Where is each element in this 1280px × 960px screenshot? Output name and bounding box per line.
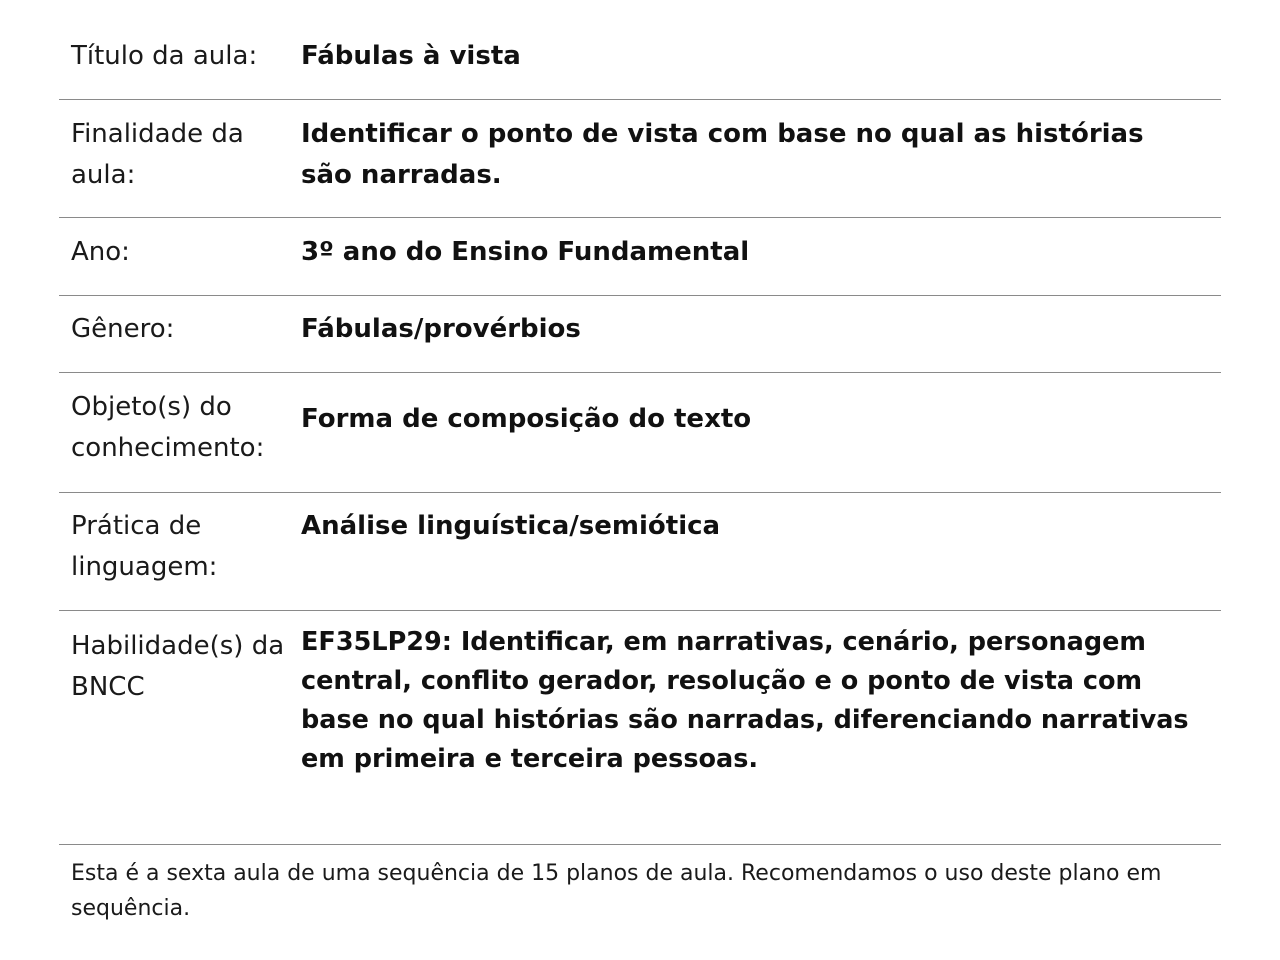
- sequence-note: Esta é a sexta aula de uma sequência de 15 planos de aula. Recomendamos o uso deste plano em sequência.: [71, 861, 1162, 921]
- row-genre: [59, 296, 1221, 373]
- lesson-plan-table: [59, 0, 1221, 926]
- language-practice-value: Análise linguística/semiótica: [301, 511, 721, 541]
- lesson-purpose-label: Finalidade da aula:: [71, 119, 244, 190]
- school-year-label: Ano:: [71, 237, 130, 267]
- row-lesson-title: [59, 0, 1221, 100]
- row-lesson-purpose: [59, 100, 1221, 218]
- row-language-practice: [59, 493, 1221, 611]
- row-school-year: [59, 218, 1221, 296]
- school-year-value: 3º ano do Ensino Fundamental: [301, 237, 750, 267]
- row-knowledge-objects: [59, 373, 1221, 493]
- bncc-skills-label: Habilidade(s) da BNCC: [71, 631, 285, 702]
- knowledge-objects-value: Forma de composição do texto: [301, 404, 752, 434]
- knowledge-objects-label: Objeto(s) do conhecimento:: [71, 392, 265, 463]
- lesson-purpose-value: Identificar o ponto de vista com base no qual as histórias são narradas.: [301, 119, 1144, 190]
- row-bncc-skills: [59, 611, 1221, 845]
- lesson-title-label: Título da aula:: [71, 41, 258, 71]
- genre-value: Fábulas/provérbios: [301, 314, 581, 344]
- genre-label: Gênero:: [71, 314, 175, 344]
- language-practice-label: Prática de linguagem:: [71, 511, 218, 582]
- bncc-skills-value: EF35LP29: Identificar, em narrativas, cenário, personagem central, conflito gerador, resolução e o ponto de vista com base no qual histórias são narradas, diferenciando narrativas em primeira e terceira pessoas.: [301, 627, 1189, 774]
- lesson-title-value: Fábulas à vista: [301, 41, 521, 71]
